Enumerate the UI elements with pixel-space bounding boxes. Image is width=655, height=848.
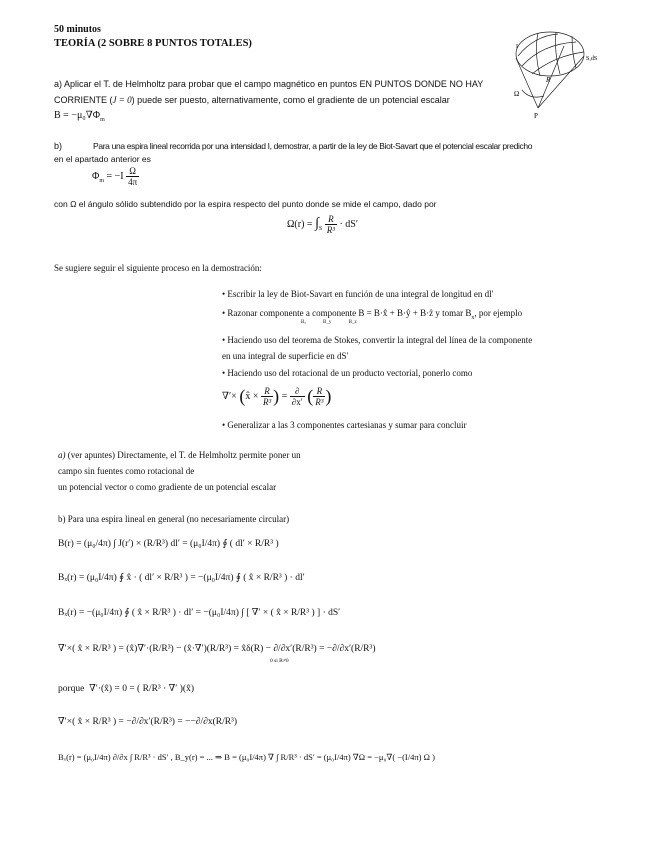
duration-label: 50 minutos: [54, 24, 101, 35]
solution-b-intro: b) Para una espira lineal en general (no necesariamente circular): [58, 514, 290, 524]
surface-mesh-line: [572, 36, 576, 68]
curl-identity: ∇′× (x̂ × $\frac{R}{\text{R³}}$ ) = $\frac{\partial}{\partial x'}$ ( $\frac{R}{\text{R³}}$ ): [222, 386, 332, 407]
part-b-line1: Para una espira lineal recorrida por una intensidad I, demostrar, a partir de la ley de Biot-Savart que el potencial escalar predicho: [93, 141, 533, 151]
part-a-line1: a) Aplicar el T. de Helmholtz para probar que el campo magnético en puntos EN PUNTOS DONDE NO HAY: [54, 79, 484, 89]
solution-b-eq4-note: 0 si R≠0: [270, 658, 289, 664]
solution-b-eq1: B(r) = (μ₀/4π) ∫ J(r′) × (R/R³) dl′ = (μ₀I/4π) ∮ ( dl′ × R/R³ ): [58, 539, 279, 549]
suggest-intro: Se sugiere seguir el siguiente proceso en la demostración:: [54, 263, 262, 273]
solution-b-eq4: ∇′×( x̂ × R/R³ ) = (x̂)∇′·(R/R³) − (x̂·∇′)(R/R³) = x̂δ(R) − ∂/∂x′(R/R³) = −∂/∂x′(R/R³): [58, 644, 376, 654]
omega-formula: $\Omega(r) = \int_S$ $\frac{R}{\text{R³}}$ · dS′: [287, 214, 359, 235]
part-a-formula: $B = -\mu_0\nabla\Phi_m$: [54, 110, 105, 123]
suggest-bullet-2: • Razonar componente a componente B = B·x̂ + B·ŷ + B·ẑ y tomar $B_x$, por ejemplo: [222, 308, 523, 321]
page-title: TEORÍA (2 SOBRE 8 PUNTOS TOTALES): [54, 38, 252, 49]
solution-a-line2: campo sin fuentes como rotacional de: [58, 466, 195, 476]
phi-formula: $\Phi_m = -I$ $\frac{\Omega}{4\pi}$: [92, 166, 138, 187]
solution-b-eq3: Bₓ(r) = −(μ₀I/4π) ∮ ( x̂ × R/R³ ) · dl′ = −(μ₀I/4π) ∫ [ ∇′ × ( x̂ × R/R³ ) ] · dS′: [58, 608, 341, 618]
solution-a-line1: a) (ver apuntes) Directamente, el T. de Helmholtz permite poner un: [58, 450, 301, 460]
part-b-line2: en el apartado anterior es: [54, 154, 151, 164]
figure-label-p: P: [534, 112, 538, 120]
solid-angle-figure: [498, 16, 618, 120]
figure-label-ds: S,dS: [586, 56, 598, 62]
cone-edge-left: [516, 58, 538, 108]
part-a-line2: CORRIENTE (J = 0) puede ser puesto, alternativamente, como el gradiente de un potencial escalar: [54, 95, 450, 105]
part-b-label: b): [54, 141, 63, 151]
suggest-bullet-4: • Haciendo uso del rotacional de un producto vectorial, ponerlo como: [222, 368, 473, 378]
figure-label-r: R: [546, 76, 551, 84]
solution-b-eq5: ∇′×( x̂ × R/R³ ) = −∂/∂x′(R/R³) = −−∂/∂x(R/R³): [58, 717, 238, 727]
figure-label-omega: Ω: [514, 90, 520, 98]
solution-b-eq2: Bₓ(r) = (μ₀I/4π) ∮ x̂ · ( dl′ × R/R³ ) = −(μ₀I/4π) ∮ ( x̂ × R/R³ ) · dl′: [58, 573, 305, 583]
cone-edge-right: [538, 56, 584, 108]
solution-a-line3: un potencial vector o como gradiente de un potencial escalar: [58, 482, 277, 492]
suggest-bullet-1: • Escribir la ley de Biot-Savart en función de una integral de longitud en dl′: [222, 289, 494, 299]
solution-b-eq6: Bₓ(r) = (μ₀I/4π) ∂/∂x ∫ R/R³ · dS′ , B_y(r) = ... ⇒ B = (μ₀I/4π) ∇ ∫ R/R³ · dS′ = (μ₀I/4π) ∇Ω = −μ₀∇( −(I/4π) Ω ): [58, 752, 435, 762]
suggest-bullet-5: • Generalizar a las 3 componentes cartesianas y sumar para concluir: [222, 420, 467, 430]
solution-b-porque: porque ∇′·(x̂) = 0 = ( R/R³ · ∇′ )(x̂): [58, 684, 194, 694]
surface-mesh-line: [556, 32, 561, 74]
suggest-bullet-3: • Haciendo uso del teorema de Stokes, convertir la integral del línea de la componente: [222, 335, 533, 345]
r-vector: [538, 46, 564, 108]
suggest-bullet-3b: en una integral de superficie en dS′: [222, 351, 349, 361]
figure-label-i: I: [516, 44, 518, 50]
suggest-component-labels: Bₓ B_y B_z: [301, 320, 357, 325]
surface-mesh-line: [532, 52, 584, 74]
part-b-line3: con Ω el ángulo sólido subtendido por la espira respecto del punto donde se mide el campo, dado por: [54, 199, 437, 209]
